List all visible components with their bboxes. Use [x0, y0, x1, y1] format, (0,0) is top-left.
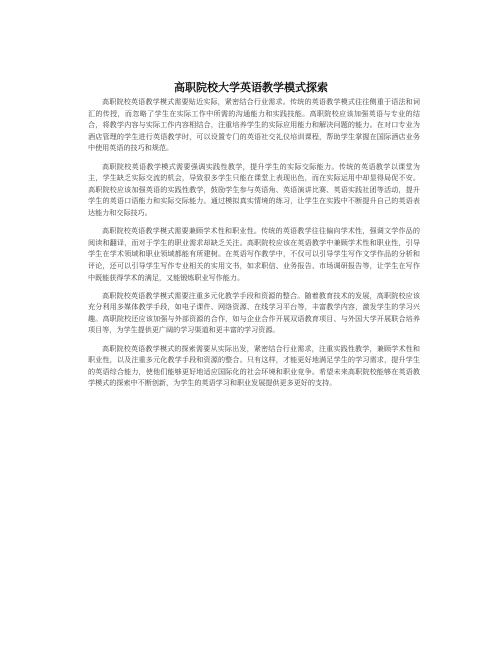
paragraph-2: 高职院校英语教学模式需要强调实践性教学，提升学生的实际交际能力。传统的英语教学以课堂为主，学生缺乏实际交流的机会，导致很多学生只能在课堂上表现出色，而在实际运用中却显得局促不安。高职院校应该加强英语的实践性教学，鼓励学生参与英语角、英语演讲比赛、英语实践社团等活动，提升学生的英语口语能力和实际交际能力。通过模拟真实情境的练习，让学生在实践中不断提升自己的英语表达能力和交际技巧。	[88, 161, 420, 217]
paragraph-4: 高职院校英语教学模式需要注重多元化教学手段和资源的整合。随着教育技术的发展，高职院校应该充分利用多媒体教学手段，如电子课件、网络资源、在线学习平台等，丰富教学内容，激发学生的学习兴趣。高职院校还应该加强与外部资源的合作，如与企业合作开展双语教育项目、与外国大学开展联合培养项目等，为学生提供更广阔的学习渠道和更丰富的学习资源。	[88, 290, 420, 335]
document-body	[88, 96, 420, 396]
paragraph-1: 高职院校英语教学模式需要贴近实际，紧密结合行业需求。传统的英语教学模式往往侧重于语法和词汇的传授，而忽略了学生在实际工作中所需的沟通能力和实践技能。高职院校应该加强英语与专业的结合，将教学内容与实际工作内容相结合，注重培养学生的实际应用能力和解决问题的能力。在对口专业为酒店管理的学生进行英语教学时，可以设置专门的英语社交礼仪培训课程，帮助学生掌握在国际酒店业务中使用英语的技巧和规范。	[88, 97, 420, 153]
paragraph-5: 高职院校英语教学模式的探索需要从实际出发，紧密结合行业需求，注重实践性教学，兼顾学术性和职业性，以及注重多元化教学手段和资源的整合。只有这样，才能更好地满足学生的学习需求，提升学生的英语综合能力，使他们能够更好地适应国际化的社会环境和职业竞争。希望未来高职院校能够在英语教学模式的探索中不断创新，为学生的英语学习和职业发展提供更多更好的支持。	[88, 343, 420, 388]
paragraph-3: 高职院校英语教学模式需要兼顾学术性和职业性。传统的英语教学往往偏向学术性，强调文学作品的阅读和翻译，而对于学生的职业需求却缺乏关注。高职院校应该在英语教学中兼顾学术性和职业性，引导学生在学术领域和职业领域都能有所建树。在英语写作教学中，不仅可以引导学生写作文学作品的分析和评论，还可以引导学生写作专业相关的实用文书，如求职信、业务报告、市场调研报告等，让学生在写作中既能获得学术的满足，又能锻炼职业写作能力。	[88, 226, 420, 282]
document-title: 高职院校大学英语教学模式探索	[174, 81, 328, 94]
